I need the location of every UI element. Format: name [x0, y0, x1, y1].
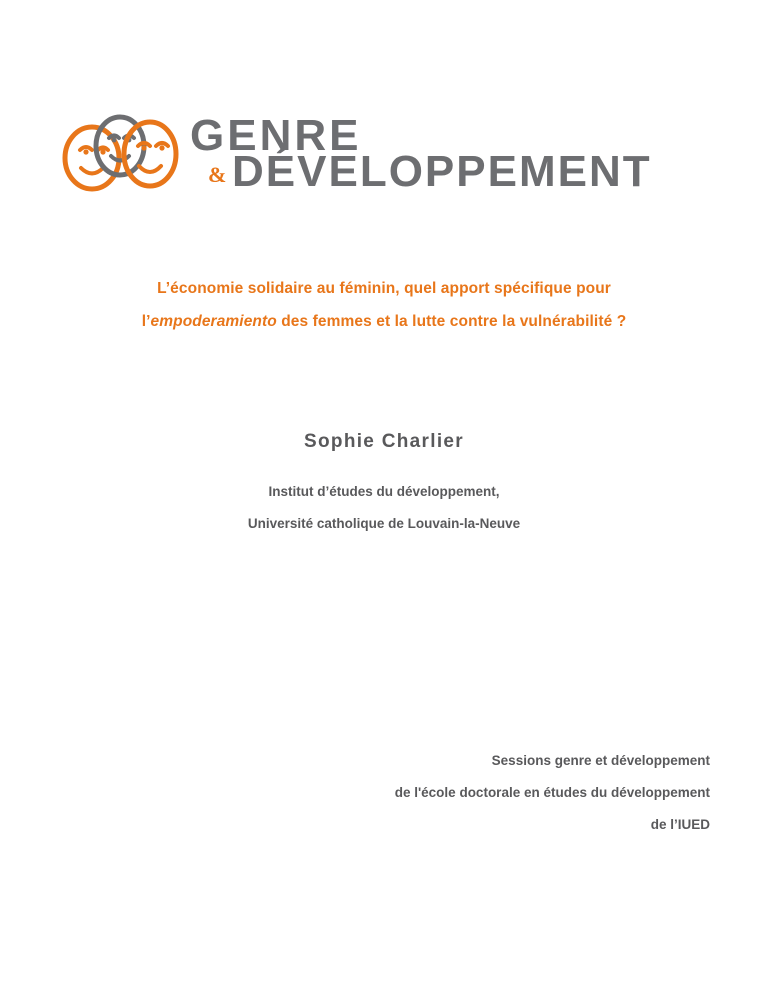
title-keyword-empoderamiento: empoderamiento: [150, 313, 277, 330]
three-faces-logo-icon: [62, 106, 182, 194]
title-line-2: [64, 305, 704, 338]
author-affiliation: [64, 476, 704, 540]
svg-text:&: &: [208, 162, 227, 187]
svg-text:DÉVELOPPEMENT: DÉVELOPPEMENT: [232, 147, 652, 196]
document-title: [64, 272, 704, 338]
session-line-2: de l'école doctorale en études du développement: [394, 785, 710, 800]
title-line-2-prefix: l’: [141, 313, 151, 330]
session-line-3: de l’IUED: [650, 817, 710, 832]
logo-genre-et-developpement: [62, 100, 672, 198]
author-block: [64, 428, 704, 540]
author-name: Sophie Charlier: [304, 431, 464, 452]
author-affiliation-line-2: Université catholique de Louvain-la-Neuve: [247, 516, 521, 531]
logo-wordmark: [190, 100, 670, 198]
title-line-1: L’économie solidaire au féminin, quel apport spécifique pour: [157, 280, 611, 297]
svg-text:GENRE: GENRE: [190, 111, 362, 160]
title-line-2-suffix: des femmes et la lutte contre la vulnérabilité ?: [276, 313, 627, 330]
author-affiliation-line-1: Institut d’études du développement,: [268, 484, 500, 499]
session-line-1: Sessions genre et développement: [491, 753, 710, 768]
session-info: [190, 745, 710, 841]
